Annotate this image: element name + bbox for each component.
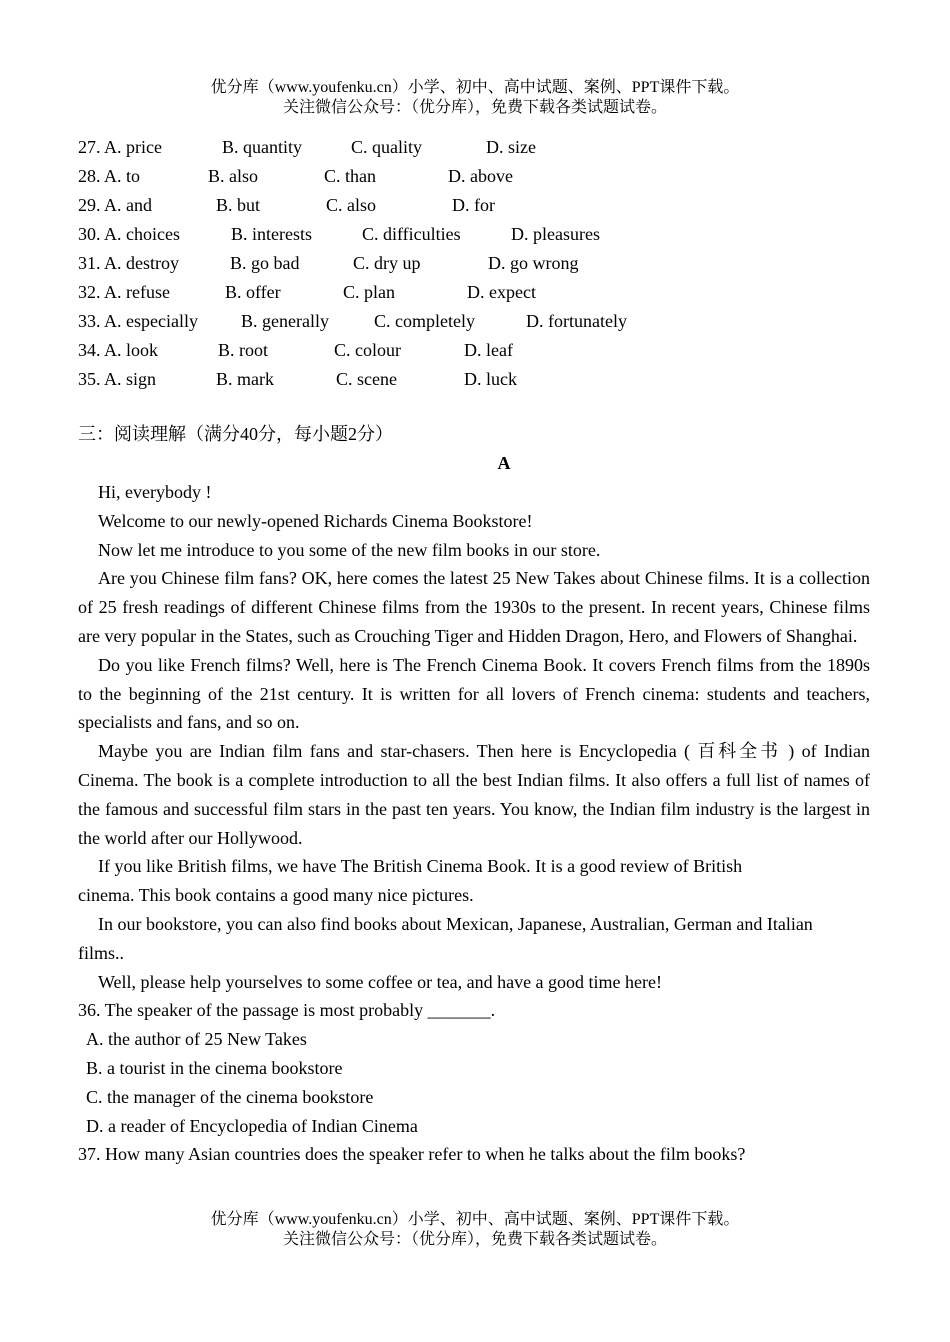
option-b: B. go bad [230, 253, 300, 273]
option-d: D. size [486, 137, 536, 157]
paragraph: Now let me introduce to you some of the new film books in our store. [98, 539, 601, 560]
option-d: D. leaf [464, 340, 513, 360]
option-d: D. above [448, 166, 513, 186]
option-d: D. go wrong [488, 253, 579, 273]
option-c: C. difficulties [362, 224, 461, 244]
option-c: C. scene [336, 369, 397, 389]
option-b: B. root [218, 340, 269, 360]
paragraph: Well, please help yourselves to some coffee or tea, and have a good time here! [98, 971, 663, 992]
question-36-choice-b: B. a tourist in the cinema bookstore [86, 1057, 343, 1078]
option-a: 32. A. refuse [78, 282, 170, 302]
question-36-choice-c: C. the manager of the cinema bookstore [86, 1086, 374, 1107]
option-d: D. luck [464, 369, 517, 389]
paragraph: Hi, everybody ! [98, 482, 212, 502]
header-line-1: 优分库（www.youfenku.cn）小学、初中、高中试题、案例、PPT课件下载。 [210, 79, 740, 96]
question-36-choice-a: A. the author of 25 New Takes [86, 1029, 307, 1050]
header-line-2: 关注微信公众号：（优分库），免费下载各类试题试卷。 [282, 99, 667, 116]
option-c: C. dry up [353, 253, 421, 273]
option-c: C. also [326, 195, 377, 215]
option-c: C. colour [334, 340, 401, 360]
option-a: 35. A. sign [78, 369, 157, 389]
option-a: 30. A. choices [78, 224, 180, 244]
question-36-choice-d: D. a reader of Encyclopedia of Indian Cinema [86, 1115, 418, 1136]
paragraph: Do you like French films? Well, here is The French Cinema Book. It covers French films from the 1890s to the beginning of the 21st century. It is written for all lovers of French cinema: students and teachers, specialists and fans, and so on. [78, 654, 870, 733]
option-b: B. mark [216, 369, 274, 389]
paragraph: Welcome to our newly-opened Richards Cinema Bookstore! [98, 510, 533, 531]
option-b: B. interests [231, 224, 312, 244]
paragraph: In our bookstore, you can also find books about Mexican, Japanese, Australian, German and Italian films.. [78, 913, 813, 963]
option-a: 27. A. price [78, 137, 162, 157]
paragraph: Are you Chinese film fans? OK, here comes the latest 25 New Takes about Chinese films. It is a collection of 25 fresh readings of different Chinese films from the 1930s to the present. In recent years, Chinese films are very popular in the States, such as Crouching Tiger and Hidden Dragon, Hero, and Flowers of Shanghai. [78, 568, 870, 646]
option-b: B. quantity [222, 137, 302, 157]
question-37-stem: 37. How many Asian countries does the speaker refer to when he talks about the film books? [78, 1144, 746, 1165]
question-36-stem: 36. The speaker of the passage is most probably _______. [78, 1000, 496, 1021]
paragraph: Maybe you are Indian film fans and star-chasers. Then here is Encyclopedia ( 百科全书 ) of Indian Cinema. The book is a complete introduction to all the best Indian films. It also offers a full list of names of the famous and successful film stars in the past ten years. You know, the Indian film industry is the largest in the world after our Hollywood. [78, 741, 870, 848]
option-b: B. generally [241, 311, 329, 331]
page-footer [0, 1210, 950, 1250]
option-a: 28. A. to [78, 166, 141, 186]
page-header [0, 78, 950, 118]
option-a: 33. A. especially [78, 311, 198, 331]
section-title: 三：阅读理解（满分40分，每小题2分） [78, 424, 393, 444]
option-c: C. completely [374, 311, 475, 331]
option-d: D. expect [467, 282, 536, 302]
paragraph: If you like British films, we have The British Cinema Book. It is a good review of British cinema. This book contains a good many nice pictures. [78, 856, 743, 906]
option-d: D. fortunately [526, 311, 627, 331]
option-d: D. pleasures [511, 224, 600, 244]
option-b: B. also [208, 166, 259, 186]
footer-line-1: 优分库（www.youfenku.cn）小学、初中、高中试题、案例、PPT课件下载。 [210, 1211, 740, 1228]
option-b: B. offer [225, 282, 281, 302]
option-c: C. than [324, 166, 376, 186]
option-a: 29. A. and [78, 195, 152, 215]
passage-letter: A [497, 453, 511, 473]
option-c: C. quality [351, 137, 422, 157]
passage-body [78, 478, 870, 1169]
option-c: C. plan [343, 282, 395, 302]
option-b: B. but [216, 195, 261, 215]
option-a: 34. A. look [78, 340, 159, 360]
option-d: D. for [452, 195, 495, 215]
option-a: 31. A. destroy [78, 253, 179, 273]
footer-line-2: 关注微信公众号：（优分库），免费下载各类试题试卷。 [282, 1231, 667, 1248]
